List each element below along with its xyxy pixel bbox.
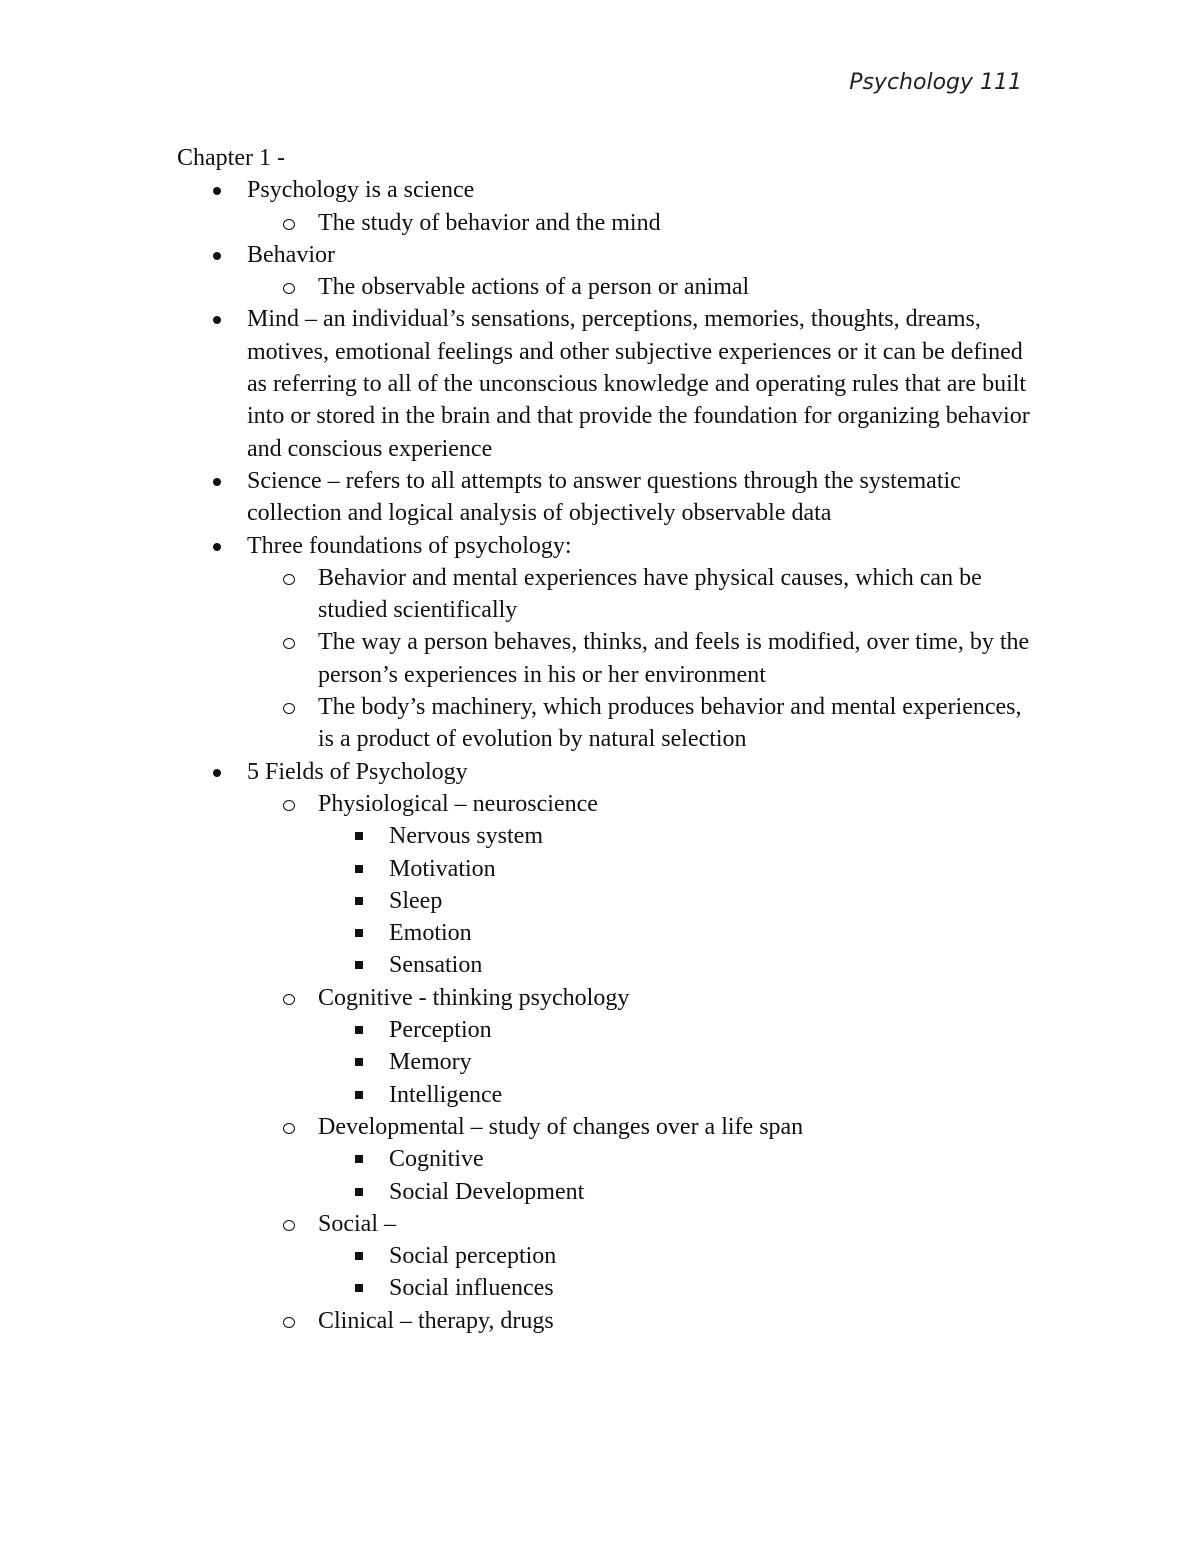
- list-item: 5 Fields of Psychology Physiological – neuroscience Nervous system Motivation Sleep Emotion Sensation Cognitive - thinking psychology Perception Memory Intelligence Developmental – study of changes over a life span Cognitive Social Development Social – Social perception Social influences Clinical – therapy, drugs: [177, 756, 1037, 1337]
- sub-list: [247, 562, 1037, 756]
- bullet-icon: [213, 316, 221, 324]
- sub-sub-list-item: Cognitive: [318, 1143, 1037, 1175]
- bullet-icon: [213, 252, 221, 260]
- circle-bullet-icon: [283, 800, 295, 811]
- sub-sub-list-item: Social perception: [318, 1240, 1037, 1272]
- notes-list: [177, 174, 1037, 1337]
- bullet-icon: [213, 187, 221, 195]
- sub-sub-list-item: Intelligence: [318, 1079, 1037, 1111]
- notes-body: [177, 142, 1037, 1337]
- sub-list: [247, 207, 1037, 239]
- sub-sub-list-item: Perception: [318, 1014, 1037, 1046]
- circle-bullet-icon: [283, 1123, 295, 1134]
- circle-bullet-icon: [283, 703, 295, 714]
- sub-list-item: Social – Social perception Social influences: [247, 1208, 1037, 1305]
- sub-list-item: Physiological – neuroscience Nervous system Motivation Sleep Emotion Sensation: [247, 788, 1037, 982]
- square-bullet-icon: [355, 1188, 363, 1196]
- sub-sub-list-item: Social Development: [318, 1176, 1037, 1208]
- sub-sub-list-item: Emotion: [318, 917, 1037, 949]
- sub-sub-list: [318, 1240, 1037, 1305]
- sub-list-item: The way a person behaves, thinks, and feels is modified, over time, by the person’s experiences in his or her environment: [247, 626, 1037, 691]
- sub-sub-list-item: Memory: [318, 1046, 1037, 1078]
- sub-list-item: Behavior and mental experiences have physical causes, which can be studied scientifically: [247, 562, 1037, 627]
- sub-list-item: The body’s machinery, which produces behavior and mental experiences, is a product of evolution by natural selection: [247, 691, 1037, 756]
- sub-list: [247, 788, 1037, 1337]
- square-bullet-icon: [355, 1091, 363, 1099]
- square-bullet-icon: [355, 865, 363, 873]
- list-item: Three foundations of psychology: Behavior and mental experiences have physical causes, which can be studied scientifically The way a person behaves, thinks, and feels is modified, over time, by the person’s experiences in his or her environment The body’s machinery, which produces behavior and mental experiences, is a product of evolution by natural selection: [177, 530, 1037, 756]
- sub-list-item: The study of behavior and the mind: [247, 207, 1037, 239]
- list-item: Science – refers to all attempts to answer questions through the systematic collection and logical analysis of objectively observable data: [177, 465, 1037, 530]
- circle-bullet-icon: [283, 1317, 295, 1328]
- sub-sub-list-item: Sleep: [318, 885, 1037, 917]
- circle-bullet-icon: [283, 283, 295, 294]
- sub-sub-list: [318, 1014, 1037, 1111]
- bullet-icon: [213, 543, 221, 551]
- square-bullet-icon: [355, 929, 363, 937]
- sub-sub-list-item: Sensation: [318, 949, 1037, 981]
- sub-sub-list-item: Social influences: [318, 1272, 1037, 1304]
- page-header: Psychology 111: [849, 70, 1022, 95]
- square-bullet-icon: [355, 1026, 363, 1034]
- list-item: Mind – an individual’s sensations, perceptions, memories, thoughts, dreams, motives, emotional feelings and other subjective experiences or it can be defined as referring to all of the unconscious knowledge and operating rules that are built into or stored in the brain and that provide the foundation for organizing behavior and conscious experience: [177, 303, 1037, 464]
- list-item: Behavior The observable actions of a person or animal: [177, 239, 1037, 304]
- square-bullet-icon: [355, 832, 363, 840]
- square-bullet-icon: [355, 1155, 363, 1163]
- square-bullet-icon: [355, 961, 363, 969]
- circle-bullet-icon: [283, 1220, 295, 1231]
- circle-bullet-icon: [283, 219, 295, 230]
- circle-bullet-icon: [283, 574, 295, 585]
- square-bullet-icon: [355, 897, 363, 905]
- list-item: Psychology is a science The study of behavior and the mind: [177, 174, 1037, 239]
- bullet-icon: [213, 769, 221, 777]
- chapter-heading: Chapter 1 -: [177, 145, 285, 171]
- circle-bullet-icon: [283, 994, 295, 1005]
- sub-sub-list: [318, 820, 1037, 981]
- square-bullet-icon: [355, 1058, 363, 1066]
- sub-list-item: The observable actions of a person or animal: [247, 271, 1037, 303]
- sub-sub-list: [318, 1143, 1037, 1208]
- sub-list-item: Clinical – therapy, drugs: [247, 1305, 1037, 1337]
- square-bullet-icon: [355, 1284, 363, 1292]
- square-bullet-icon: [355, 1252, 363, 1260]
- sub-sub-list-item: Motivation: [318, 853, 1037, 885]
- bullet-icon: [213, 478, 221, 486]
- sub-list: [247, 271, 1037, 303]
- circle-bullet-icon: [283, 638, 295, 649]
- sub-sub-list-item: Nervous system: [318, 820, 1037, 852]
- sub-list-item: Cognitive - thinking psychology Perception Memory Intelligence: [247, 982, 1037, 1111]
- sub-list-item: Developmental – study of changes over a life span Cognitive Social Development: [247, 1111, 1037, 1208]
